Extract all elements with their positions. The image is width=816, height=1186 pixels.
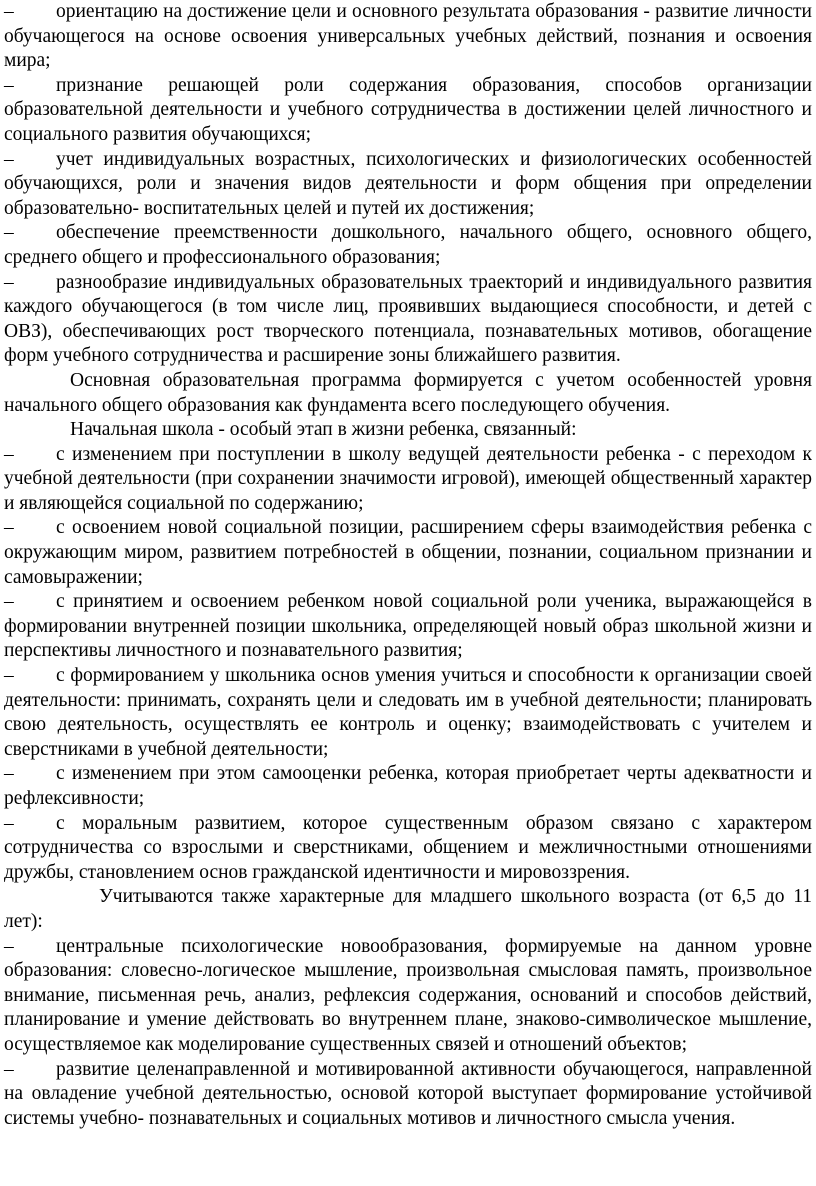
list-item-text: с изменением при поступлении в школу ведущей деятельности ребенка - с переходом к учебной деятельности (при сохранении значимости игровой), имеющей общественный характер и являющейся социальной по содержанию; [4, 443, 812, 514]
list-item-text: с принятием и освоением ребенком новой социальной роли ученика, выражающейся в формировании внутренней позиции школьника, определяющей новый образ школьной жизни и перспективы личностного и познавательного развития; [4, 591, 812, 662]
list-item [4, 762, 812, 811]
list-item [4, 0, 812, 74]
list-dash: – [4, 271, 14, 293]
list-dash: – [4, 1058, 14, 1080]
list-item [4, 812, 812, 886]
list-dash: – [4, 517, 14, 539]
list-item [4, 443, 812, 517]
list-dash: – [4, 1, 14, 22]
list-item [4, 271, 812, 369]
list-item [4, 221, 812, 270]
list-item [4, 148, 812, 222]
list-item-text: центральные психологические новообразования, формируемые на данном уровне образования: словесно-логическое мышление, произвольная смысловая память, произвольное внимание, письменная речь, анализ, рефлексия содержания, оснований и способов действий, планирование и умение действовать во внутреннем плане, знаково-символическое мышление, осуществляемое как моделирование существенных связей и отношений объектов; [4, 935, 812, 1055]
list-item [4, 1058, 812, 1132]
age-features-list [4, 935, 812, 1132]
list-item-text: ориентацию на достижение цели и основного результата образования - развитие личности обучающегося на основе освоения универсальных учебных действий, познания и освоения мира; [4, 1, 812, 72]
paragraph-age-features: Учитываются также характерные для младшего школьного возраста (от 6,5 до 11 лет): [4, 886, 812, 932]
list-item-text: учет индивидуальных возрастных, психологических и физиологических особенностей обучающихся, роли и значения видов деятельности и форм общения при определении образовательно- воспитательных целей и путей их достижения; [4, 148, 812, 219]
list-dash: – [4, 591, 14, 613]
list-item-text: разнообразие индивидуальных образовательных траекторий и индивидуального развития каждого обучающегося (в том числе лиц, проявивших выдающиеся способности, и детей с ОВЗ), обеспечивающих рост творческого потенциала, познавательных мотивов, обогащение форм учебного сотрудничества и расширение зоны ближайшего развития. [4, 271, 812, 367]
principles-list [4, 0, 812, 369]
list-dash: – [4, 665, 14, 687]
list-item-text: признание решающей роли содержания образования, способов организации образовательной деятельности и учебного сотрудничества в достижении целей личностного и социального развития обучающихся; [4, 74, 812, 145]
list-dash: – [4, 443, 14, 465]
list-dash: – [4, 763, 14, 785]
list-item [4, 516, 812, 590]
list-item-text: с моральным развитием, которое существенным образом связано с характером сотрудничества со взрослыми и сверстниками, общением и межличностными отношениями дружбы, становлением основ гражданской идентичности и мировоззрения. [4, 812, 812, 883]
list-dash: – [4, 222, 14, 244]
list-item-text: с формированием у школьника основ умения учиться и способности к организации своей деятельности: принимать, сохранять цели и следовать им в учебной деятельности; планировать свою деятельность, осуществлять ее контроль и оценку; взаимодействовать с учителем и сверстниками в учебной деятельности; [4, 665, 812, 760]
list-item [4, 590, 812, 664]
list-dash: – [4, 935, 14, 957]
list-item-text: обеспечение преемственности дошкольного, начального общего, основного общего, среднего общего и профессионального образования; [4, 222, 812, 268]
list-item-text: с освоением новой социальной позиции, расширением сферы взаимодействия ребенка с окружающим миром, развитием потребностей в общении, познании, социальном признании и самовыражении; [4, 517, 812, 588]
primary-school-list [4, 443, 812, 886]
paragraph-primary-school: Начальная школа - особый этап в жизни ребенка, связанный: [70, 419, 577, 441]
paragraph-program: Основная образовательная программа формируется с учетом особенностей уровня начального общего образования как фундамента всего последующего обучения. [4, 369, 812, 416]
list-item-text: с изменением при этом самооценки ребенка, которая приобретает черты адекватности и рефлексивности; [4, 763, 812, 809]
list-item [4, 74, 812, 148]
list-dash: – [4, 812, 14, 834]
list-item-text: развитие целенаправленной и мотивированной активности обучающегося, направленной на овладение учебной деятельностью, основой которой выступает формирование устойчивой системы учебно- познавательных и социальных мотивов и личностного смысла учения. [4, 1058, 812, 1129]
list-dash: – [4, 148, 14, 170]
list-item [4, 935, 812, 1058]
list-dash: – [4, 74, 14, 96]
list-item [4, 664, 812, 762]
